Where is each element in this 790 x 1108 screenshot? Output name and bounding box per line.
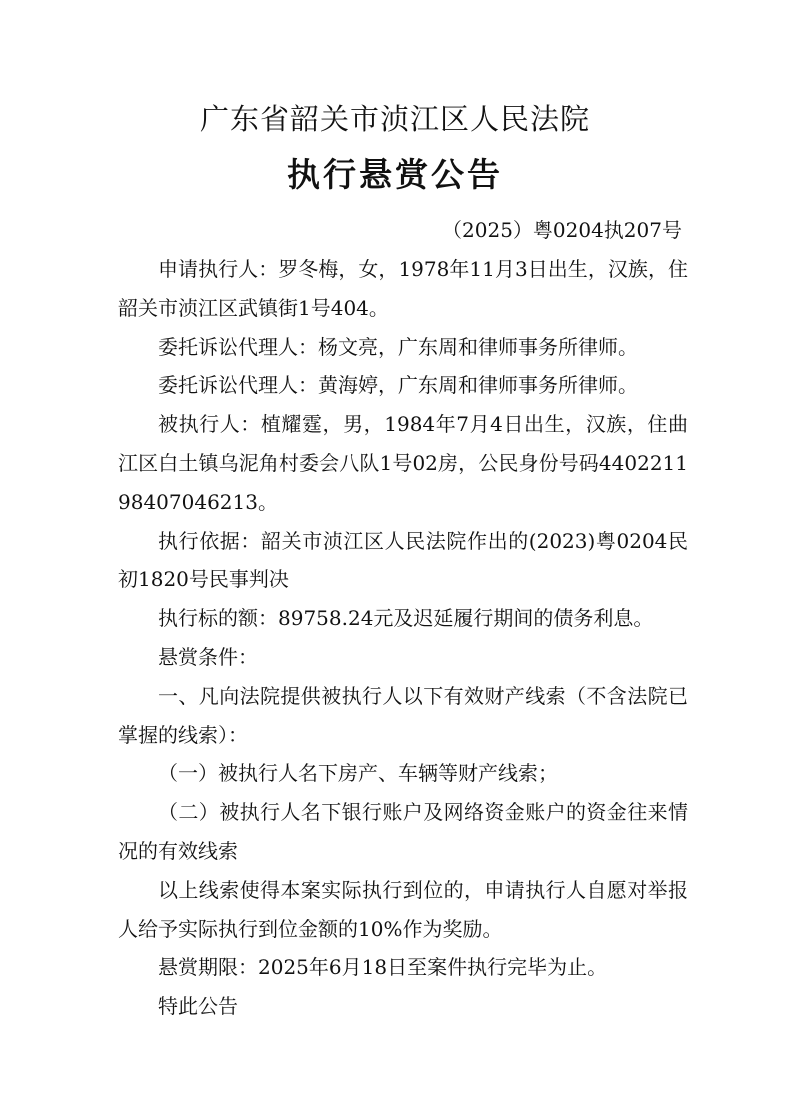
basis-paragraph: 执行依据：韶关市浈江区人民法院作出的(2023)粤0204民初1820号民事判决 [118,528,688,592]
conditions-heading: 悬赏条件： [158,644,258,669]
notice-body [118,250,688,1026]
document-title: 执行悬赏公告 [287,155,503,194]
applicant-paragraph: 申请执行人：罗冬梅，女，1978年11月3日出生，汉族，住韶关市浈江区武镇街1号404。 [118,257,688,320]
case-number: （2025）粤0204执207号 [442,218,682,242]
respondent-paragraph: 被执行人：植耀霆，男，1984年7月4日出生，汉族，住曲江区白土镇乌泥角村委会八队1号02房，公民身份号码440221198407046213。 [118,412,688,514]
period-paragraph: 悬赏期限：2025年6月18日至案件执行完毕为止。 [158,955,608,980]
reward-paragraph: 以上线索使得本案实际执行到位的，申请执行人自愿对举报人给予实际执行到位金额的10%作为奖励。 [118,877,688,941]
agent-paragraph-2: 委托诉讼代理人：黄海婷，广东周和律师事务所律师。 [158,373,638,398]
closing-paragraph: 特此公告 [158,994,238,1019]
amount-paragraph: 执行标的额：89758.24元及迟延履行期间的债务利息。 [158,606,654,631]
agent-paragraph-1: 委托诉讼代理人：杨文亮，广东周和律师事务所律师。 [158,334,638,359]
condition-1-item-2: （二）被执行人名下银行账户及网络资金账户的资金往来情况的有效线索 [118,800,688,863]
condition-1-item-1: （一）被执行人名下房产、车辆等财产线索； [158,761,558,786]
condition-1: 一、凡向法院提供被执行人以下有效财产线索（不含法院已掌握的线索）： [118,683,688,747]
court-name: 广东省韶关市浈江区人民法院 [199,102,590,136]
